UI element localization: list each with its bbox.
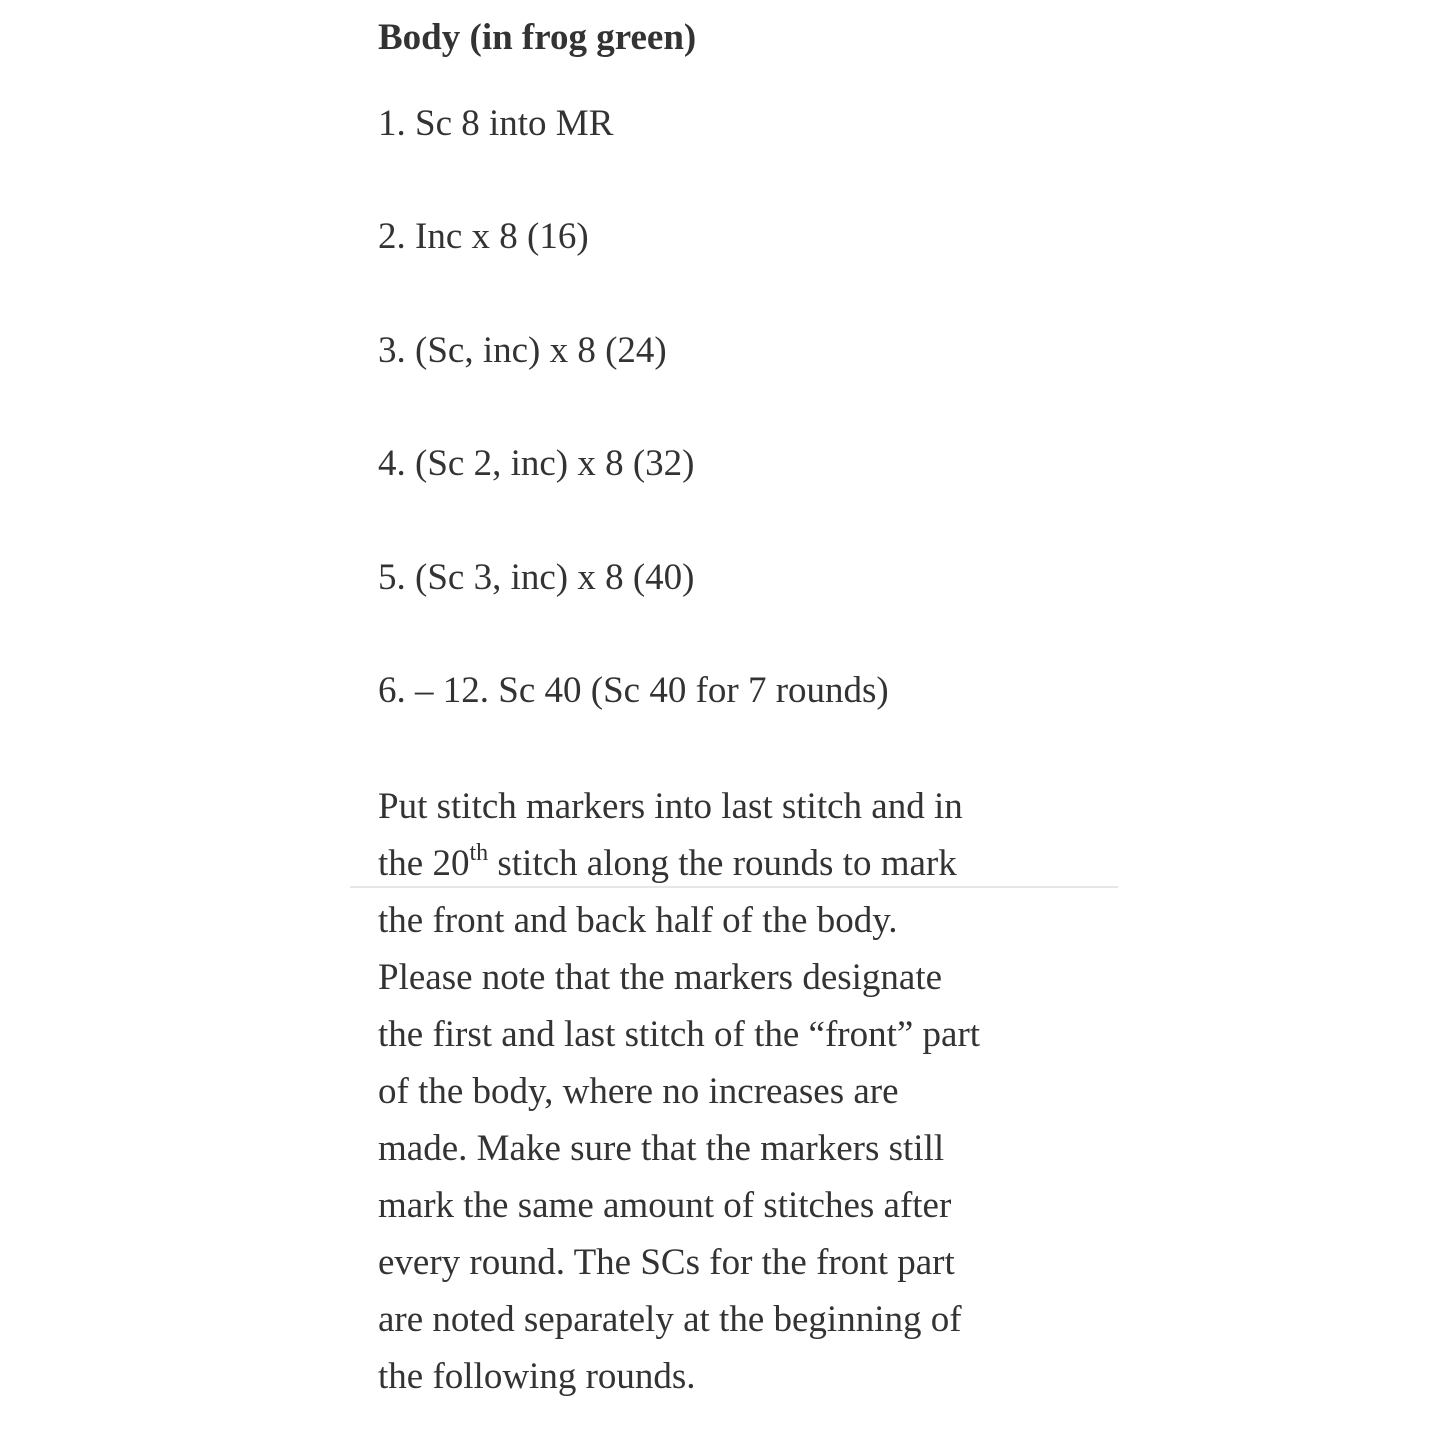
step-5: 5. (Sc 3, inc) x 8 (40)	[378, 557, 695, 598]
note-line: Put stitch markers into last stitch and in	[378, 786, 963, 827]
note-line-prefix: the 20	[378, 843, 470, 884]
note-line-suffix: stitch along the rounds to mark	[488, 843, 957, 884]
note-line: made. Make sure that the markers still	[378, 1128, 945, 1169]
note-line: of the body, where no increases are	[378, 1071, 899, 1112]
note-line: the front and back half of the body.	[378, 900, 898, 941]
ordinal-suffix: th	[469, 839, 489, 866]
note-line: the first and last stitch of the “front” part	[378, 1014, 981, 1055]
stitch-marker-note	[378, 778, 1068, 1405]
note-line	[378, 835, 1068, 892]
step-2: 2. Inc x 8 (16)	[378, 216, 589, 257]
note-line: Please note that the markers designate	[378, 957, 943, 998]
section-heading: Body (in frog green)	[378, 17, 697, 58]
step-6-12: 6. – 12. Sc 40 (Sc 40 for 7 rounds)	[378, 670, 889, 711]
step-3: 3. (Sc, inc) x 8 (24)	[378, 330, 667, 371]
screenshot-divider	[350, 886, 1118, 888]
note-line: the following rounds.	[378, 1356, 696, 1397]
note-line: mark the same amount of stitches after	[378, 1185, 952, 1226]
step-4: 4. (Sc 2, inc) x 8 (32)	[378, 443, 695, 484]
note-line: are noted separately at the beginning of	[378, 1299, 962, 1340]
note-line: every round. The SCs for the front part	[378, 1242, 955, 1283]
step-1: 1. Sc 8 into MR	[378, 103, 614, 144]
